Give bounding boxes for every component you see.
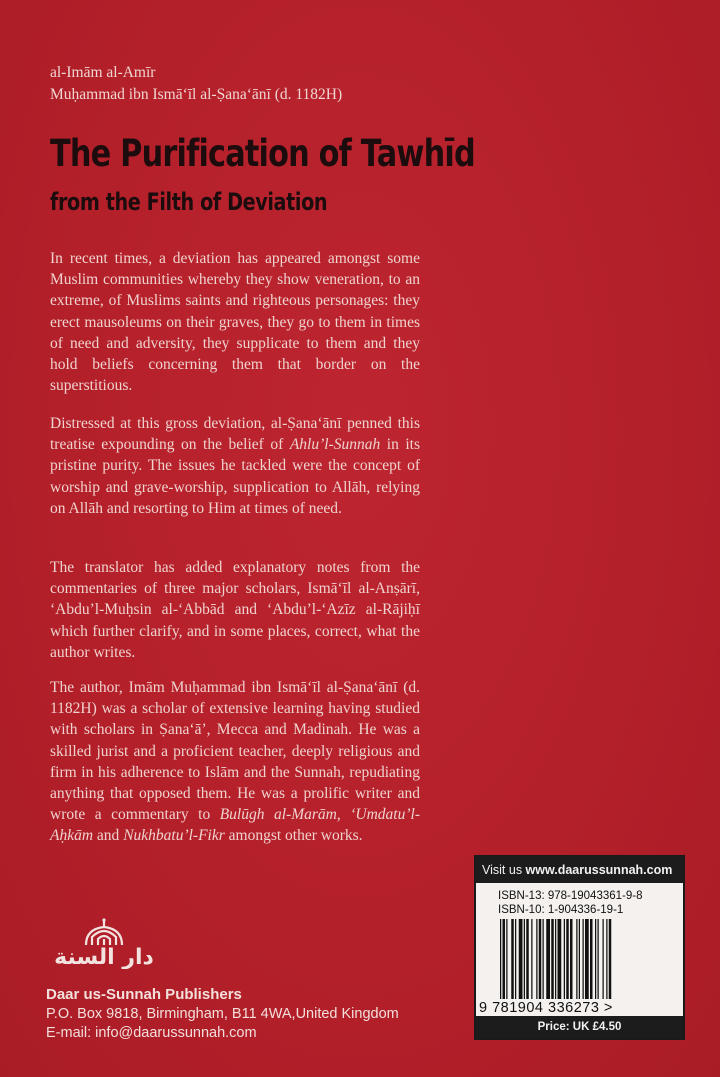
blurb-p4-italic-3: Nukhbatu’l-Fikr: [123, 827, 225, 845]
book-subtitle: from the Filth of Deviation: [50, 188, 328, 216]
blurb-p2-text-b: in its pristine purity. The issues he tackled were the concept of worship and grave-worship, supplication to Allāh, relying on Allāh and resorting to Him at times of need.: [50, 436, 420, 517]
barcode-bar: [606, 919, 607, 999]
barcode-bar: [543, 919, 544, 999]
barcode-bar: [585, 919, 589, 999]
barcode-bar: [598, 919, 599, 999]
author-honorific: al-Imām al-Amīr: [50, 64, 156, 81]
barcode-bar: [595, 919, 596, 999]
book-title: The Purification of Tawhīd: [50, 132, 475, 175]
barcode-bar: [603, 919, 604, 999]
blurb-paragraph-4: [50, 677, 420, 847]
price-label: Price: UK £4.50: [476, 1016, 683, 1038]
barcode-bar: [539, 919, 542, 999]
blurb-p4-text-a: The author, Imām Muḥammad ibn Ismā‘īl al-Ṣana‘ānī (d. 1182H) was a scholar of extensive learning having studied with scholars in Ṣana‘ā’, Mecca and Madinah. He was a skilled jurist and a proficient teacher, deeply religious and firm in his adherence to Islām and the Sunnah, repudiating anything that opposed them. He was a prolific writer and wrote a commentary to: [50, 679, 420, 824]
blurb-p4-italic-1: Bulūgh al-Marām: [219, 806, 337, 824]
barcode-bar: [558, 919, 562, 999]
blurb-p4-sep-2: and: [93, 827, 124, 845]
publisher-name: Daar us-Sunnah Publishers: [46, 986, 242, 1003]
barcode-bar: [546, 919, 550, 999]
blurb-paragraph-2: [50, 413, 420, 519]
barcode-bar: [576, 919, 577, 999]
website-url: www.daarussunnah.com: [525, 863, 673, 877]
daar-us-sunnah-logo-icon: [44, 917, 164, 969]
blurb-p4-italic-2: ‘Umdatu’l-Aḥkām: [50, 806, 420, 845]
barcode-bar: [570, 919, 573, 999]
barcode-bar: [526, 919, 529, 999]
blurb-paragraph-1: In recent times, a deviation has appeared amongst some Muslim communities whereby they show veneration, to an extreme, of Muslims saints and righteous personages: they erect mausoleums on their graves, they go to them in times of need and adversity, they supplicate to them and they hold beliefs concerning them that border on the superstitious.: [50, 250, 420, 395]
isbn-numbers: [476, 883, 683, 917]
isbn-13: ISBN-13: 978-19043361-9-8: [498, 890, 643, 902]
website-banner: [476, 857, 683, 883]
barcode-bar: [519, 919, 523, 999]
barcode-bar: [503, 919, 506, 999]
isbn-box: [474, 855, 685, 1040]
barcode-digits: 9 781904 336273 >: [479, 1000, 613, 1016]
blurb-p2-text-a: Distressed at this gross deviation, al-Ṣana‘ānī penned this treatise expounding on the belief of: [50, 415, 420, 454]
logo-arabic-text: دار السنة: [54, 945, 154, 969]
visit-prefix: Visit us: [482, 863, 526, 877]
barcode-bar: [511, 919, 514, 999]
barcode-bar: [551, 919, 554, 999]
barcode-bar: [564, 919, 565, 999]
publisher-email: E-mail: info@daarussunnah.com: [46, 1025, 257, 1041]
blurb-p4-text-b: amongst other works.: [224, 827, 363, 845]
barcode-bar: [590, 919, 593, 999]
publisher-address: P.O. Box 9818, Birmingham, B11 4WA,United Kingdom: [46, 1005, 399, 1022]
publisher-info: [46, 985, 399, 1044]
blurb-paragraph-3: The translator has added explanatory notes from the commentaries of three major scholars, Ismā‘īl al-Anṣārī, ‘Abdu’l-Muḥsin al-‘Abbād and ‘Abdu’l-‘Azīz al-Rājiḥī which further clarify, and in some places, correct, what the author writes.: [50, 559, 420, 661]
barcode-bar: [609, 919, 612, 999]
barcode-bar: [555, 919, 556, 999]
barcode-bar: [531, 919, 532, 999]
barcode: [498, 919, 658, 999]
barcode-bar: [506, 919, 507, 999]
blurb-p2-italic: Ahlu’l-Sunnah: [289, 436, 381, 454]
barcode-bar: [524, 919, 525, 999]
barcode-bar: [566, 919, 569, 999]
barcode-bar: [515, 919, 516, 999]
isbn-10: ISBN-10: 1-904336-19-1: [498, 904, 624, 916]
barcode-bar: [536, 919, 537, 999]
author-name: Muḥammad ibn Ismā‘īl al-Ṣana‘ānī (d. 1182H): [50, 86, 343, 103]
barcode-bar: [583, 919, 584, 999]
barcode-bar: [500, 919, 501, 999]
blurb-p4-sep-1: ,: [336, 806, 351, 824]
author-credit: [50, 62, 342, 106]
barcode-bar: [579, 919, 580, 999]
